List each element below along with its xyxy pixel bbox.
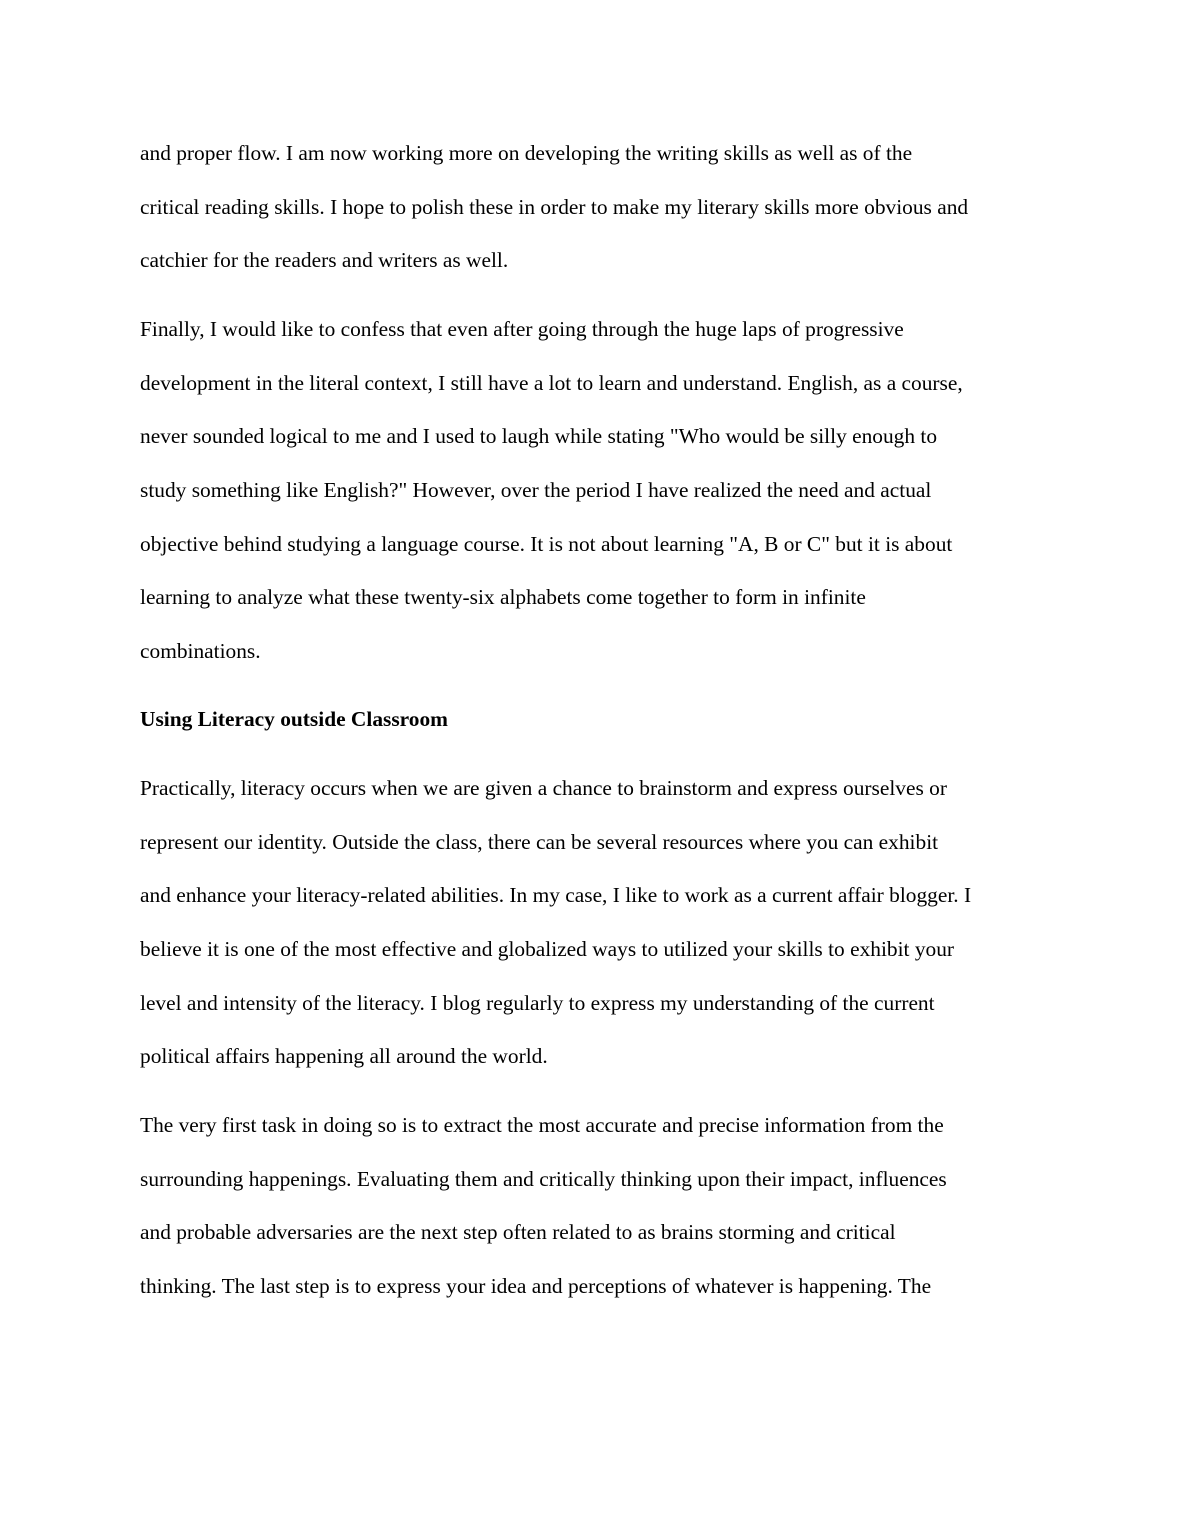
section-heading: Using Literacy outside Classroom [140,707,448,732]
text-line: thinking. The last step is to express your idea and perceptions of whatever is happening. The [140,1273,932,1298]
text-line: combinations. [140,638,261,663]
paragraph-spacer [140,747,1052,762]
text-line: political affairs happening all around the world. [140,1044,548,1069]
text-line: catchier for the readers and writers as well. [140,248,509,273]
text-line: and proper flow. I am now working more on developing the writing skills as well as of the [140,141,913,165]
document-body [140,127,1052,1314]
paragraph-2 [140,303,1052,679]
text-line: never sounded logical to me and I used to laugh while stating "Who would be silly enough to [140,424,938,449]
text-line: The very first task in doing so is to extract the most accurate and precise information from the [140,1112,944,1137]
text-line: objective behind studying a language course. It is not about learning "A, B or C" but it is about [140,531,953,556]
text-line: development in the literal context, I still have a lot to learn and understand. English, as a course, [140,370,963,395]
text-line: level and intensity of the literacy. I blog regularly to express my understanding of the current [140,990,935,1015]
paragraph-spacer [140,288,1052,303]
text-line: and probable adversaries are the next step often related to as brains storming and critical [140,1220,896,1245]
text-line: study something like English?" However, over the period I have realized the need and actual [140,477,932,502]
paragraph-4 [140,1099,1052,1314]
text-line: Finally, I would like to confess that even after going through the huge laps of progressive [140,316,904,341]
text-line: believe it is one of the most effective and globalized ways to utilized your skills to exhibit your [140,937,955,962]
text-line: surrounding happenings. Evaluating them and critically thinking upon their impact, influences [140,1166,947,1191]
paragraph-1 [140,127,1052,288]
paragraph-spacer [140,679,1052,694]
text-line: represent our identity. Outside the class, there can be several resources where you can exhibit [140,829,939,854]
paragraph-3 [140,762,1052,1084]
text-line: Practically, literacy occurs when we are given a chance to brainstorm and express ourselves or [140,775,947,800]
paragraph-spacer [140,1084,1052,1099]
text-line: critical reading skills. I hope to polish these in order to make my literary skills more obvious and [140,194,969,219]
text-line: learning to analyze what these twenty-six alphabets come together to form in infinite [140,585,866,610]
text-line: and enhance your literacy-related abilities. In my case, I like to work as a current affair blogger. I [140,883,972,908]
